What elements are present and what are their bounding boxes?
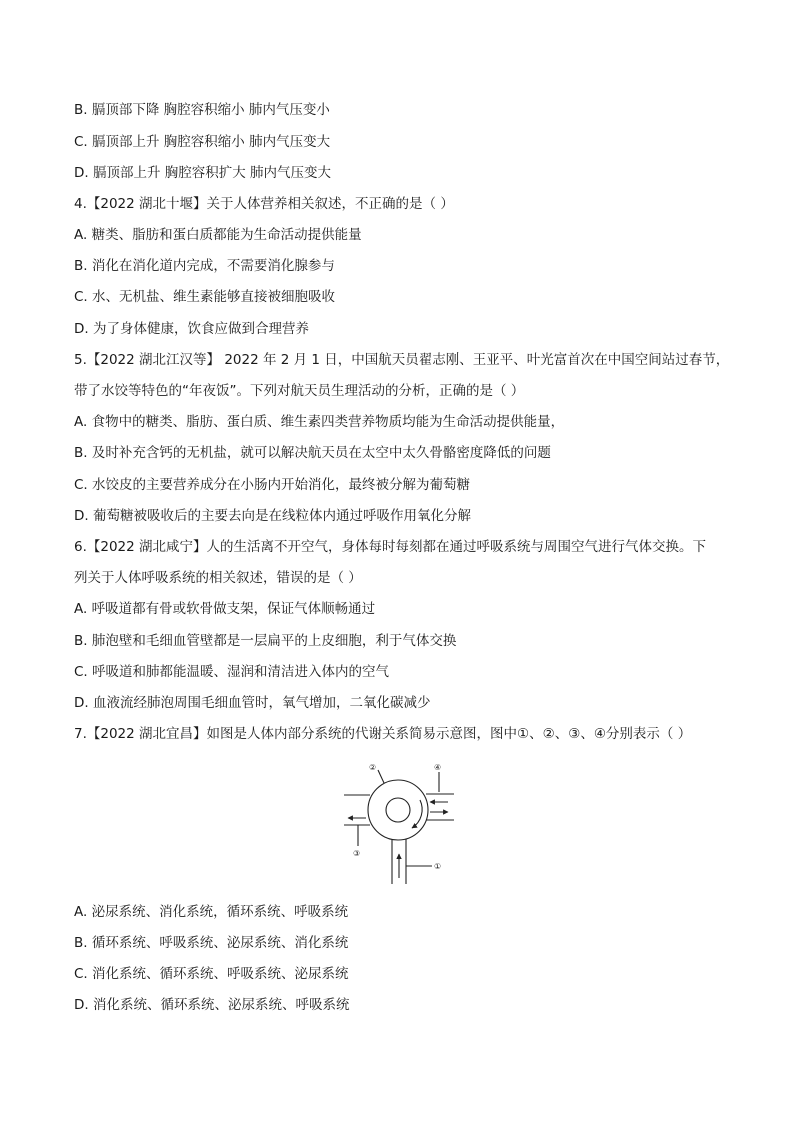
- q6-stem-line1: 6.【2022 湖北咸宁】人的生活离不开空气，身体每时每刻都在通过呼吸系统与周围空气进行气体交换。下: [74, 539, 707, 555]
- q6-option-b: B. 肺泡壁和毛细血管壁都是一层扁平的上皮细胞，利于气体交换: [74, 633, 457, 649]
- leader-2: [378, 770, 384, 783]
- q7-option-b: B. 循环系统、呼吸系统、泌尿系统、消化系统: [74, 935, 349, 951]
- q5-option-c: C. 水饺皮的主要营养成分在小肠内开始消化，最终被分解为葡萄糖: [74, 477, 471, 493]
- q5-option-b: B. 及时补充含钙的无机盐，就可以解决航天员在太空中太久骨骼密度降低的问题: [74, 445, 551, 461]
- q4-option-a: A. 糖类、脂肪和蛋白质都能为生命活动提供能量: [74, 227, 362, 243]
- q6-stem-line2: 列关于人体呼吸系统的相关叙述，错误的是（ ）: [74, 570, 362, 586]
- q6-option-d: D. 血液流经肺泡周围毛细血管时，氧气增加，二氧化碳减少: [74, 695, 431, 711]
- q4-option-d: D. 为了身体健康，饮食应做到合理营养: [74, 321, 309, 337]
- q5-option-d: D. 葡萄糖被吸收后的主要去向是在线粒体内通过呼吸作用氧化分解: [74, 508, 471, 524]
- q4-option-b: B. 消化在消化道内完成，不需要消化腺参与: [74, 258, 335, 274]
- q7-option-d: D. 消化系统、循环系统、泌尿系统、呼吸系统: [74, 997, 350, 1013]
- q4-stem: 4.【2022 湖北十堰】关于人体营养相关叙述，不正确的是（ ）: [74, 196, 454, 212]
- metabolism-diagram-svg: [336, 756, 464, 888]
- inner-circle: [386, 798, 410, 822]
- metabolism-diagram: [336, 756, 464, 888]
- q5-stem-line1: 5.【2022 湖北江汉等】 2022 年 2 月 1 日，中国航天员翟志刚、王亚平、叶光富首次在中国空间站过春节，: [74, 352, 730, 368]
- label-1: ①: [434, 862, 442, 871]
- label-3: ③: [353, 849, 361, 858]
- label-2: ②: [369, 763, 377, 772]
- q6-option-c: C. 呼吸道和肺都能温暖、湿润和清洁进入体内的空气: [74, 664, 390, 680]
- q3-option-c: C. 膈顶部上升 胸腔容积缩小 肺内气压变大: [74, 134, 331, 150]
- q5-stem-line2: 带了水饺等特色的“年夜饭”。下列对航天员生理活动的分析，正确的是（ ）: [74, 383, 525, 399]
- q7-option-c: C. 消化系统、循环系统、呼吸系统、泌尿系统: [74, 966, 349, 982]
- q3-option-d: D. 膈顶部上升 胸腔容积扩大 肺内气压变大: [74, 165, 332, 181]
- q7-option-a: A. 泌尿系统、消化系统，循环系统、呼吸系统: [74, 904, 349, 920]
- q7-stem: 7.【2022 湖北宜昌】如图是人体内部分系统的代谢关系简易示意图，图中①、②、③、④分别表示（ ）: [74, 726, 692, 742]
- circulation-arrow: [412, 800, 422, 828]
- outer-circle: [368, 780, 428, 840]
- q4-option-c: C. 水、无机盐、维生素能够直接被细胞吸收: [74, 289, 336, 305]
- label-4: ④: [434, 763, 442, 772]
- q3-option-b: B. 膈顶部下降 胸腔容积缩小 肺内气压变小: [74, 102, 330, 118]
- q6-option-a: A. 呼吸道都有骨或软骨做支架，保证气体顺畅通过: [74, 601, 376, 617]
- q5-option-a: A. 食物中的糖类、脂肪、蛋白质、维生素四类营养物质均能为生命活动提供能量，: [74, 414, 565, 430]
